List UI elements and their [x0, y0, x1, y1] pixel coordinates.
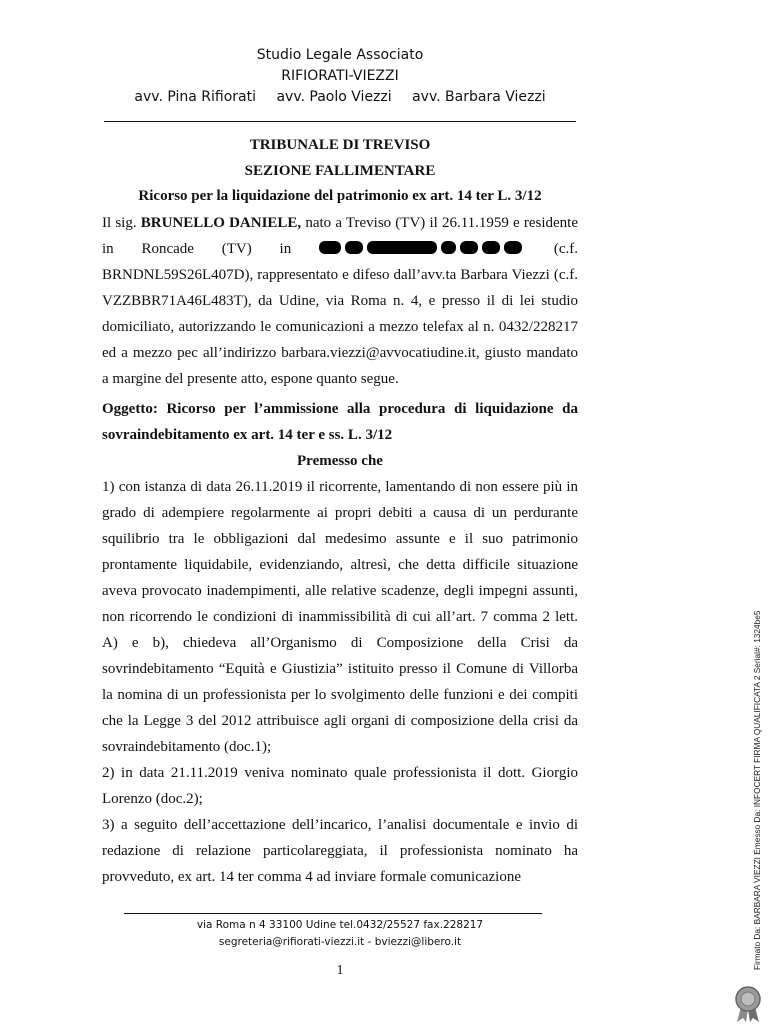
intro-paragraph: Il sig. BRUNELLO DANIELE, nato a Treviso (TV) il 26.11.1959 e residente in Roncade (TV) in (c.f. BRNDNL59S26L407D), rappresentato e difeso dall’avv.ta Barbara Viezzi (c.f. VZZBBR71A46L483T), da Udine, via Roma n. 4, e presso il di lei studio domiciliato, autorizzando le comunicazioni a mezzo telefax al n. 0432/228217 ed a mezzo pec all’indirizzo barbara.viezzi@avvocatiudine.it, giusto mandato a margine del presente atto, espone quanto segue.: [102, 215, 578, 387]
court-name: TRIBUNALE DI TREVISO: [249, 137, 431, 153]
document-body: [102, 210, 578, 890]
footer-divider: [124, 913, 542, 914]
lawyer-name: avv. Barbara Viezzi: [412, 89, 546, 105]
firm-partners: RIFIORATI-VIEZZI: [281, 68, 399, 84]
lawyers-list: [100, 87, 580, 108]
letterhead-divider: [104, 121, 576, 122]
premesso-heading: Premesso che: [297, 453, 383, 469]
page-number: 1: [336, 963, 344, 978]
lawyer-name: avv. Paolo Viezzi: [276, 89, 392, 105]
point-paragraph: 1) con istanza di data 26.11.2019 il ricorrente, lamentando di non essere più in grado di adempiere regolarmente ai propri debiti a causa di un perdurante squilibrio tra le obbligazioni dal medesimo assunte e il suo patrimonio prontamente liquidabile, evidenziando, altresì, che detta difficile situazione aveva provocato inadempimenti, alle relative scadenze, degli impegni assunti, non ricorrendo le condizioni di inammissibilità di cui all’art. 7 comma 2 lett. A) e b), chiedeva all’Organismo di Composizione della Crisi da sovrindebitamento “Equità e Giustizia” istituito presso il Comune di Villorba la nomina di un professionista per lo svolgimento delle funzioni e dei compiti che la Legge 3 del 2012 attribuisce agli organi di composizione della crisi da sovraindebitamento (doc.1);: [102, 479, 578, 755]
firm-name: Studio Legale Associato: [256, 47, 424, 63]
court-section: SEZIONE FALLIMENTARE: [244, 163, 436, 179]
point-paragraph: 3) a seguito dell’accettazione dell’incarico, l’analisi documentale e invio di redazione di relazione particolareggiata, il professionista nominato ha provveduto, ex art. 14 ter comma 4 ad inviare formale comunicazione: [102, 817, 578, 885]
footer-emails: segreteria@rifiorati-viezzi.it - bviezzi@libero.it: [218, 936, 462, 948]
letterhead: [100, 45, 580, 108]
digital-signature-note: Firmato Da: BARBARA VIEZZI Emesso Da: INFOCERT FIRMA QUALIFICATA 2 Serial#: 1324be5: [752, 610, 762, 970]
document-title: Ricorso per la liquidazione del patrimonio ex art. 14 ter L. 3/12: [138, 188, 542, 204]
footer: [124, 917, 556, 951]
redacted-address: [319, 241, 526, 257]
lawyer-name: avv. Pina Rifiorati: [134, 89, 256, 105]
subject-paragraph: Oggetto: Ricorso per l’ammissione alla procedura di liquidazione da sovraindebitamento ex art. 14 ter e ss. L. 3/12: [102, 401, 578, 443]
client-name: BRUNELLO DANIELE,: [140, 215, 302, 231]
seal-icon: [731, 985, 765, 1023]
footer-address: via Roma n 4 33100 Udine tel.0432/25527 fax.228217: [196, 919, 484, 931]
point-paragraph: 2) in data 21.11.2019 veniva nominato quale professionista il dott. Giorgio Lorenzo (doc.2);: [102, 765, 578, 807]
